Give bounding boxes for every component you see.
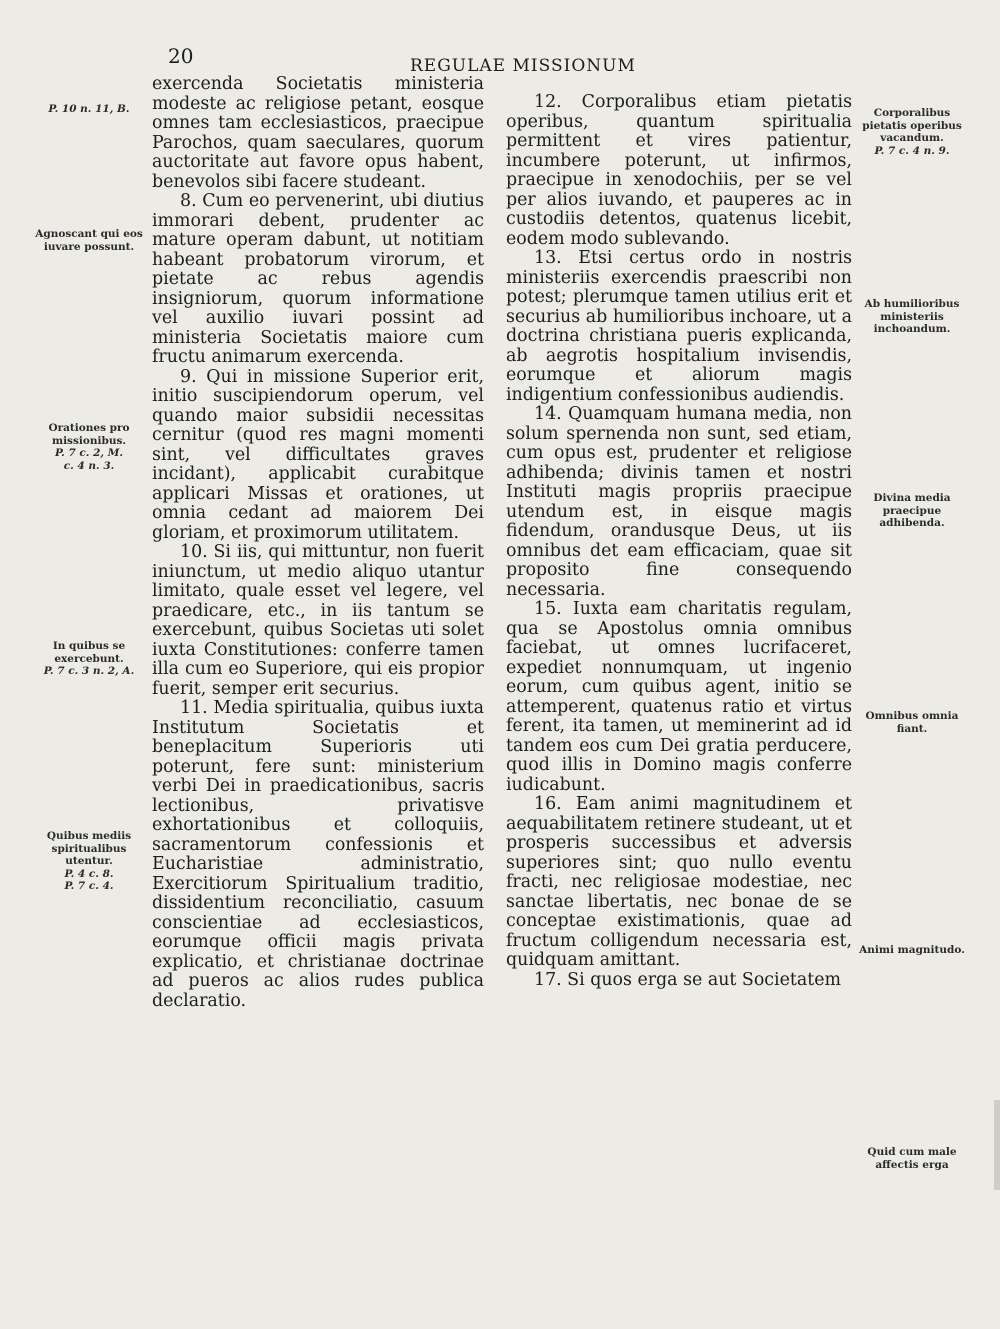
margin-note-orationes	[28, 422, 150, 472]
margin-note-title: Ab humilioribus ministeriis inchoandum.	[864, 298, 960, 335]
right-text-column	[506, 93, 852, 990]
margin-note-ref: P. 7 c. 4 n. 9.	[874, 144, 950, 157]
left-text-column	[152, 75, 484, 1011]
margin-note-title: In quibus se exercebunt.	[52, 640, 126, 665]
margin-note-ref: P. 7 c. 3 n. 2, A.	[43, 665, 135, 677]
paragraph-14: 14. Quamquam humana media, non solum spernenda non sunt, sed etiam, cum opus est, prudenter et religiose adhibenda; divinis tamen et nostri Instituti magis propriis praecipue utendum est, in eisque magis fidendum, orandusque Deus, ut iis omnibus det eam efficaciam, quae sit proposito fine consequendo necessaria.	[506, 404, 852, 600]
margin-note-divina-media	[856, 492, 968, 530]
paragraph-13: 13. Etsi certus ordo in nostris ministeriis exercendis praescribi non potest; plerumque tamen utilius erit et securius ab humilioribus inchoare, ut a doctrina christiana pueris explicanda, ab aegrotis hospitalium invisendis, eorumque et aliorum magis indigentium confessionibus audiendis.	[506, 248, 852, 405]
margin-note-ref: P. 7 c. 2, M.	[54, 447, 124, 459]
paragraph-11: 11. Media spiritualia, quibus iuxta Institutum Societatis et beneplacitum Superioris uti poterunt, fere sunt: ministerium verbi Dei in praedicationibus, sacris lectionibus, privatisve exhortationibus et colloquiis, sacramentorum confessionis et Eucharistiae administratio, Exercitiorum Spiritualium traditio, dissidentium reconciliatio, casuum conscientiae ad ecclesiasticos, eorumque officii magis privata explicatio, et christianae doctrinae ad pueros ac alios rudes publica declaratio.	[152, 698, 484, 1011]
margin-note-title: Corporalibus pietatis operibus vacandum.	[862, 107, 962, 144]
paragraph-12: 12. Corporalibus etiam pietatis operibus, quantum spiritualia permittent et vires patientur, incumbere poterunt, ut infirmos, praecipue in xenodochiis, per se vel per alios iuvando, et pauperes ac in custodiis detentos, quatenus licebit, eodem modo sublevando.	[506, 92, 852, 249]
margin-note-ref: P. 7 c. 4.	[64, 880, 114, 892]
margin-note-title: Agnoscant qui eos iuvare possunt.	[35, 228, 143, 253]
paragraph-17: 17. Si quos erga se aut Societatem	[534, 969, 842, 990]
running-title: REGULAE MISSIONUM	[410, 56, 636, 76]
margin-note-ref: c. 4 n. 3.	[63, 459, 115, 472]
paragraph-8: 8. Cum eo pervenerint, ubi diutius immorari debent, prudenter ac mature operam dabunt, ut notitiam habeant probatorum virorum, et pietate ac rebus agendis insigniorum, quorum informatione vel auxilio iuvari possint ad ministeria Societatis maiore cum fructu animarum exercenda.	[152, 191, 484, 367]
paragraph-7-cont: exercenda Societatis ministeria modeste ac religiose petant, eosque omnes tam ecclesiasticos, praecipue Parochos, quam saeculares, quorum auctoritate aut favore opus habent, benevolos sibi facere studeant.	[152, 74, 484, 192]
margin-note-animi	[856, 944, 968, 957]
margin-note-title: Animi magnitudo.	[859, 944, 965, 956]
paragraph-9: 9. Qui in missione Superior erit, initio suscipiendorum operum, vel quando maior subsidii necessitas cernitur (quod res magni momenti sint, vel difficultates graves incidant), applicabit curabitque applicari Missas et orationes, ut omnia cedant ad maiorem Dei gloriam, et proximorum utilitatem.	[152, 366, 484, 543]
margin-note-ref: P. 10 n. 11, B.	[48, 103, 130, 115]
margin-note-ref: P. 4 c. 8.	[64, 867, 114, 880]
margin-note-title: Divina media praecipue adhibenda.	[873, 492, 951, 529]
margin-note-title: Orationes pro missionibus.	[48, 422, 130, 447]
margin-note-quibus-mediis	[28, 830, 150, 893]
margin-note-title: Omnibus omnia fiant.	[865, 710, 959, 735]
margin-note-corporalibus	[856, 107, 968, 157]
page-number: 20	[168, 44, 194, 68]
margin-note-title: Quid cum male affectis erga	[867, 1146, 957, 1171]
margin-note-omnibus	[856, 710, 968, 735]
paragraph-15: 15. Iuxta eam charitatis regulam, qua se Apostolus omnia omnibus faciebat, ut omnes lucrifaceret, expediet nonnumquam, ut ingenio eorum, cum quibus agent, initio se attemperent, quatenus ratio et virtus ferent, ita tamen, ut meminerint ad id tandem eos cum Dei gratia perducere, quod illis in Domino magis conferre iudicabunt.	[506, 599, 852, 795]
margin-note-title: Quibus mediis spiritualibus utentur.	[46, 830, 132, 867]
margin-note-in-quibus	[28, 640, 150, 678]
paragraph-16: 16. Eam animi magnitudinem et aequabilitatem retinere studeant, ut et prosperis successibus et adversis superiores sint; quo nullo eventu fracti, nec religiosae modestiae, nec sanctae libertatis, nec bonae de se conceptae existimationis, quae ad fructum colligendum necessaria est, quidquam amittant.	[506, 794, 852, 970]
margin-note-reference	[28, 103, 150, 116]
paragraph-10: 10. Si iis, qui mittuntur, non fuerit iniunctum, ut medio aliquo utantur limitato, quale esset vel legere, vel praedicare, etc., in iis tantum se exercebunt, quibus Societas uti solet iuxta Constitutiones: conferre tamen illa cum eo Superiore, qui eis propior fuerit, semper erit securius.	[152, 542, 484, 699]
margin-note-humilioribus	[856, 298, 968, 336]
margin-note-agnoscant	[28, 228, 150, 253]
page-edge-shadow	[994, 1100, 1000, 1190]
margin-note-quid-cum	[856, 1146, 968, 1171]
